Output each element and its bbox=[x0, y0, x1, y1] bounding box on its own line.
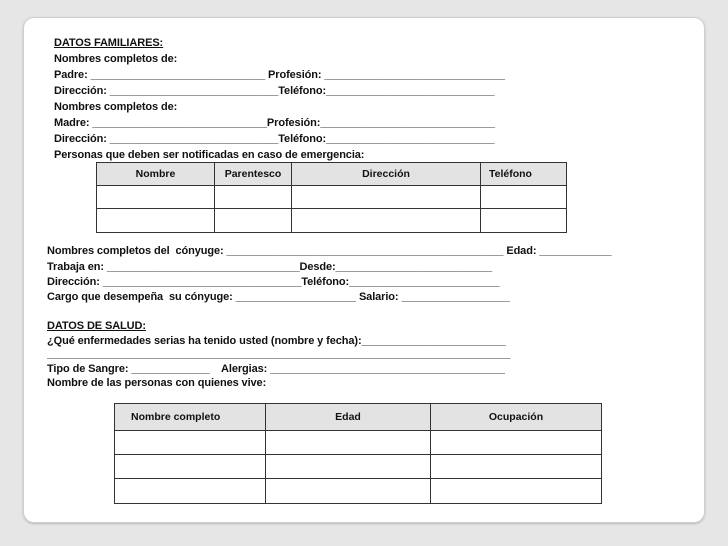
table-cell[interactable] bbox=[266, 431, 431, 455]
table-cell[interactable] bbox=[292, 186, 481, 209]
table-row bbox=[115, 455, 602, 479]
table-cell[interactable] bbox=[97, 209, 215, 233]
table-header-row bbox=[97, 163, 567, 186]
spouse-work-line: Trabaja en: ________________________________Desde:__________________________ bbox=[47, 261, 493, 273]
emergency-contacts-label: Personas que deben ser notificadas en caso de emergencia: bbox=[54, 149, 365, 161]
table-cell[interactable] bbox=[266, 479, 431, 504]
table-cell[interactable] bbox=[431, 455, 602, 479]
table-cell[interactable] bbox=[431, 431, 602, 455]
mother-names-label: Nombres completos de: bbox=[54, 101, 178, 113]
table-cell[interactable] bbox=[215, 186, 292, 209]
table-cell[interactable] bbox=[481, 186, 567, 209]
table-cell[interactable] bbox=[115, 455, 266, 479]
table-row bbox=[97, 186, 567, 209]
spouse-address-line: Dirección: _________________________________Teléfono:_________________________ bbox=[47, 276, 500, 288]
col-header-age: Edad bbox=[266, 404, 431, 431]
father-address-line: Dirección: ____________________________Teléfono:____________________________ bbox=[54, 85, 495, 97]
col-header-full-name: Nombre completo bbox=[115, 404, 266, 431]
table-row bbox=[115, 479, 602, 504]
table-row bbox=[97, 209, 567, 233]
table-cell[interactable] bbox=[115, 479, 266, 504]
table-row bbox=[115, 431, 602, 455]
col-header-address: Dirección bbox=[292, 163, 481, 186]
emergency-contacts-table bbox=[96, 162, 567, 233]
father-names-label: Nombres completos de: bbox=[54, 53, 178, 65]
mother-address-line: Dirección: ____________________________Teléfono:____________________________ bbox=[54, 133, 495, 145]
household-label: Nombre de las personas con quienes vive: bbox=[47, 377, 267, 389]
table-cell[interactable] bbox=[115, 431, 266, 455]
health-heading: DATOS DE SALUD: bbox=[47, 320, 146, 332]
father-line: Padre: _____________________________ Profesión: ______________________________ bbox=[54, 69, 505, 81]
table-cell[interactable] bbox=[215, 209, 292, 233]
family-heading: DATOS FAMILIARES: bbox=[54, 37, 164, 49]
household-table bbox=[114, 403, 602, 504]
table-cell[interactable] bbox=[97, 186, 215, 209]
col-header-occupation: Ocupación bbox=[431, 404, 602, 431]
illnesses-blank-line: _____________________________________________________________________________ bbox=[47, 348, 511, 360]
spouse-position-line: Cargo que desempeña su cónyuge: ____________________ Salario: __________________ bbox=[47, 291, 510, 303]
illnesses-line: ¿Qué enfermedades serias ha tenido usted (nombre y fecha):________________________ bbox=[47, 335, 506, 347]
table-cell[interactable] bbox=[292, 209, 481, 233]
col-header-name: Nombre bbox=[97, 163, 215, 186]
col-header-relationship: Parentesco bbox=[215, 163, 292, 186]
table-header-row bbox=[115, 404, 602, 431]
spouse-names-line: Nombres completos del cónyuge: ______________________________________________ Edad: ____________ bbox=[47, 245, 612, 257]
table-cell[interactable] bbox=[481, 209, 567, 233]
mother-line: Madre: _____________________________Profesión:_____________________________ bbox=[54, 117, 495, 129]
table-cell[interactable] bbox=[431, 479, 602, 504]
blood-allergies-line: Tipo de Sangre: _____________ Alergias: _______________________________________ bbox=[47, 363, 505, 375]
col-header-phone: Teléfono bbox=[481, 163, 567, 186]
table-cell[interactable] bbox=[266, 455, 431, 479]
